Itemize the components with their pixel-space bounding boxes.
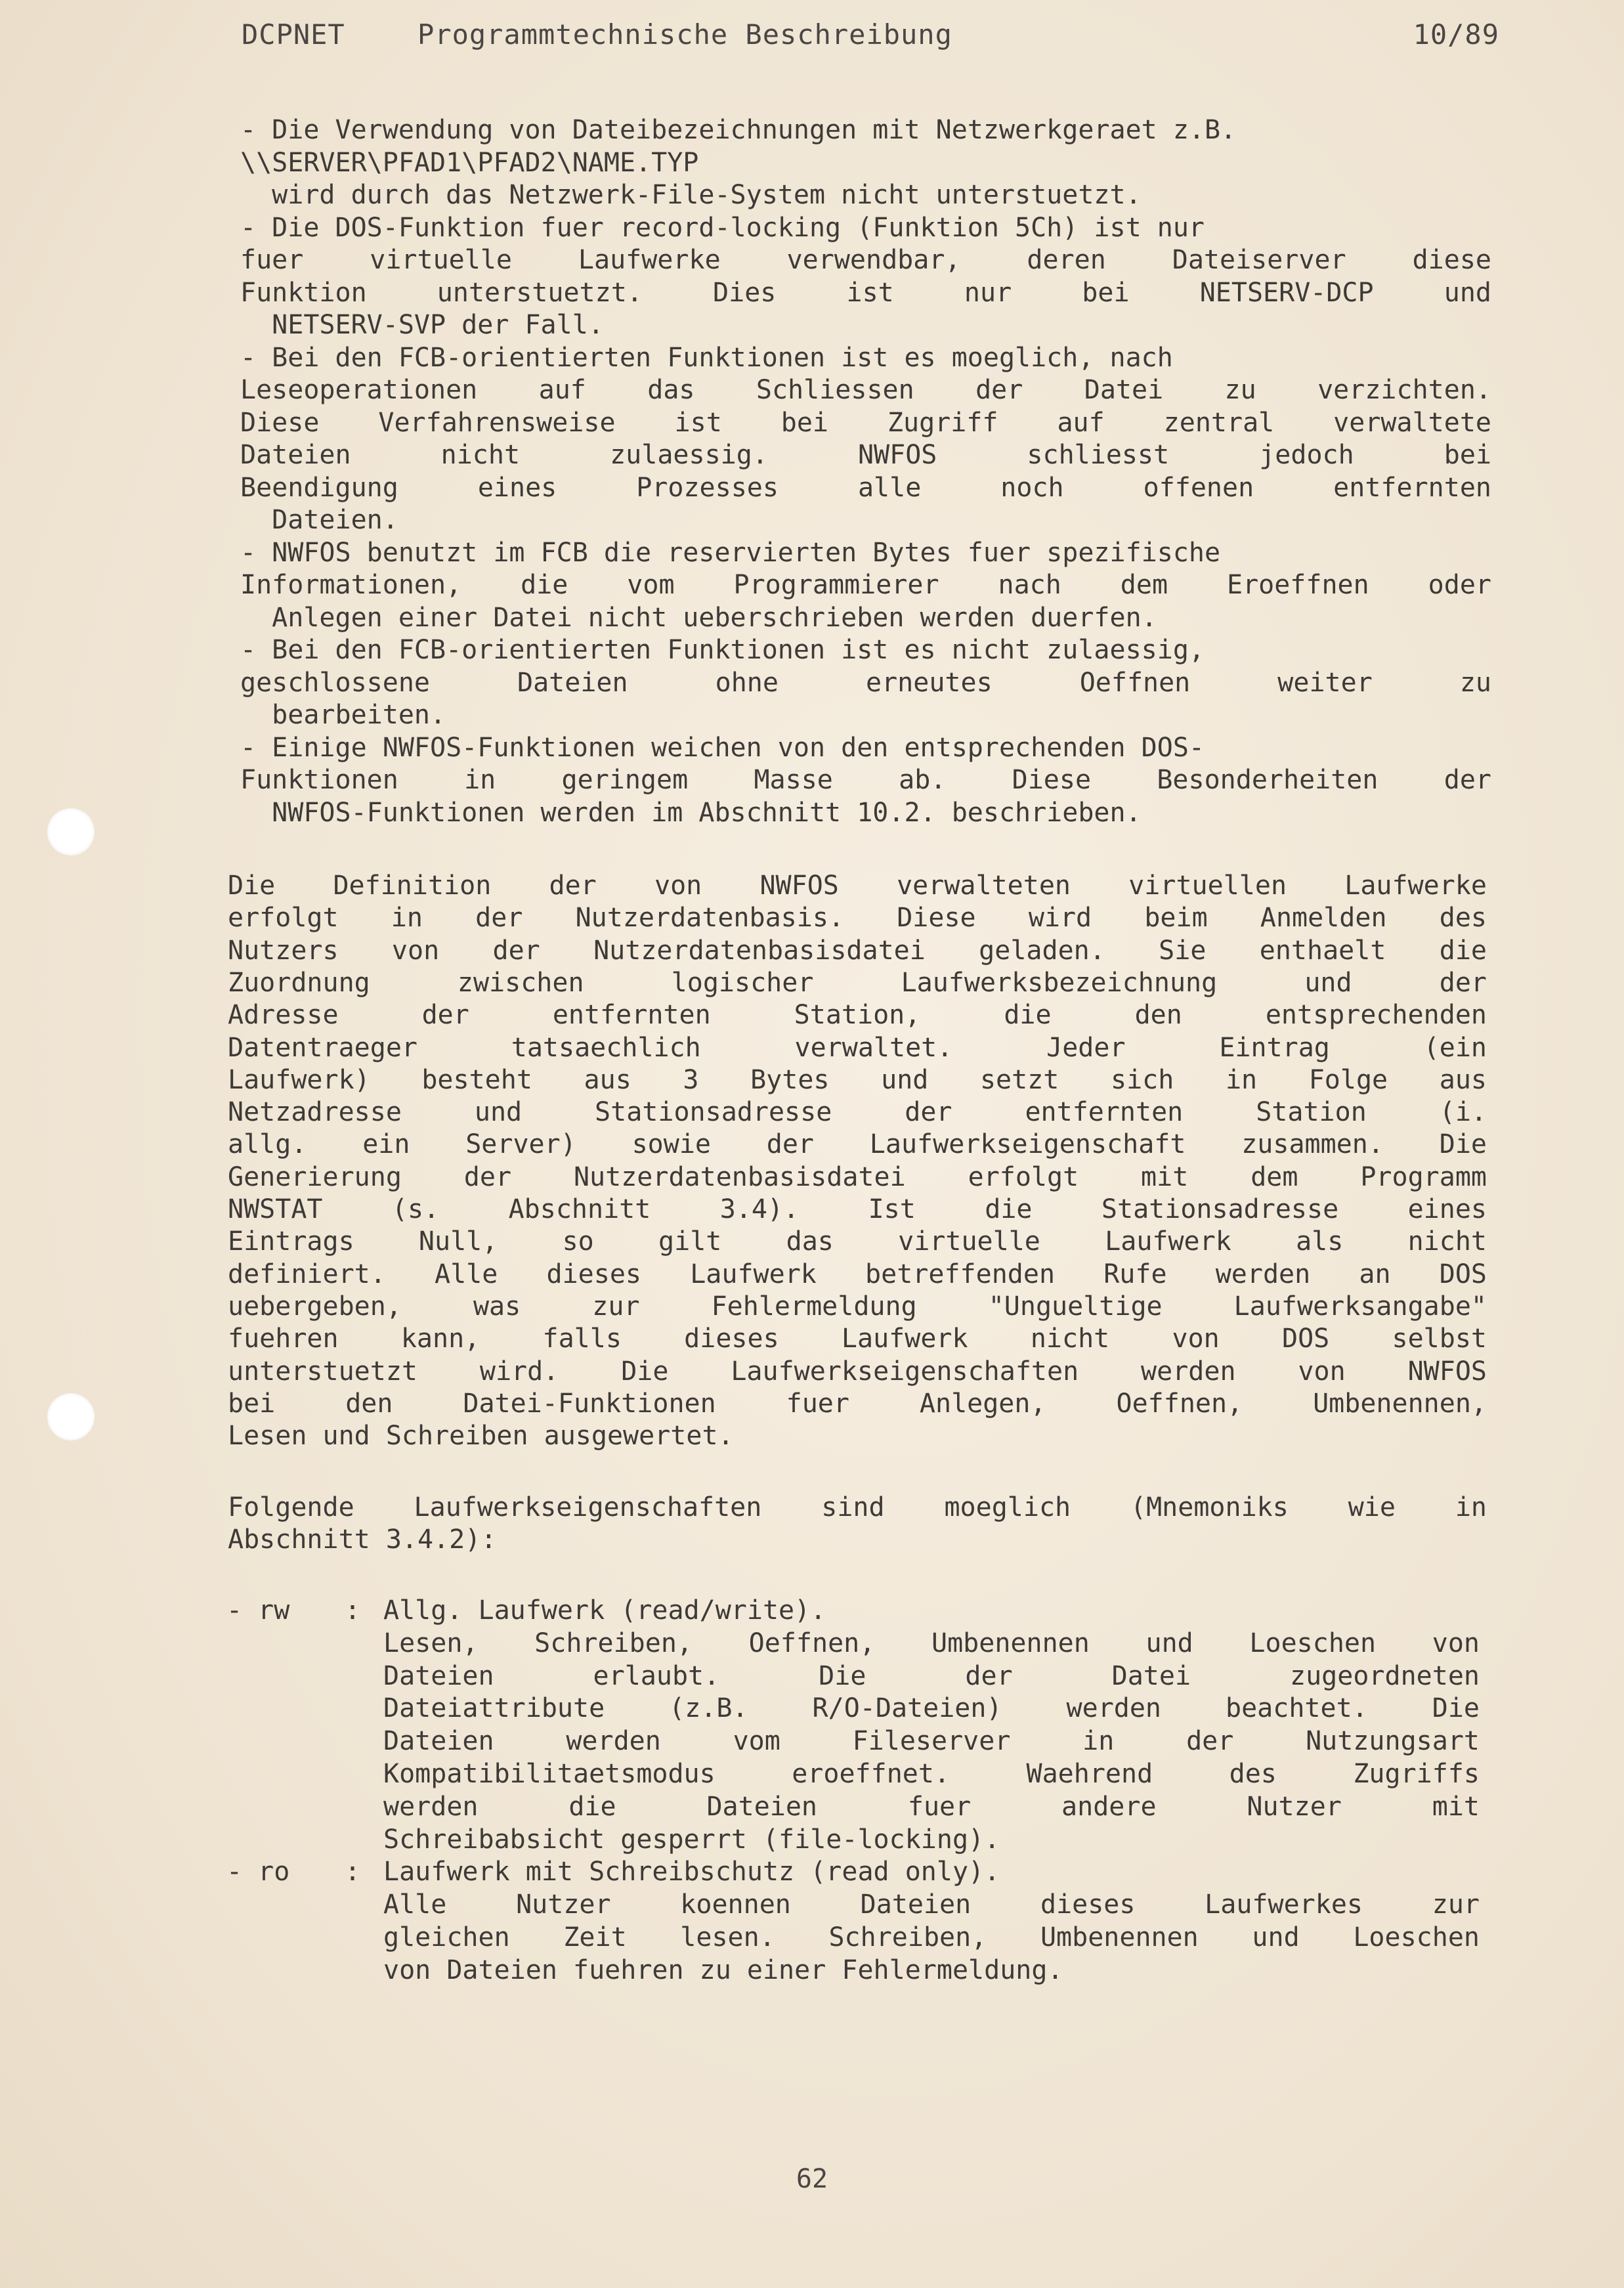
paragraph-line: Adresse der entfernten Station, die den entsprechenden xyxy=(228,1000,1487,1031)
bullet-line: \\SERVER\PFAD1\PFAD2\NAME.TYP xyxy=(240,147,699,178)
paragraph-line: NWSTAT (s. Abschnitt 3.4). Ist die Stationsadresse eines xyxy=(228,1194,1487,1224)
paragraph-line: uebergeben, was zur Fehlermeldung "Ungueltige Laufwerksangabe" xyxy=(228,1291,1487,1322)
definition-line: von Dateien fuehren zu einer Fehlermeldung. xyxy=(383,1954,1063,1985)
paragraph-line: Folgende Laufwerkseigenschaften sind moeglich (Mnemoniks wie in xyxy=(228,1492,1487,1522)
paragraph-line: Datentraeger tatsaechlich verwaltet. Jeder Eintrag (ein xyxy=(228,1032,1487,1063)
paragraph-line: Nutzers von der Nutzerdatenbasisdatei geladen. Sie enthaelt die xyxy=(228,935,1487,966)
paragraph-line: Zuordnung zwischen logischer Laufwerksbezeichnung und der xyxy=(228,967,1487,998)
definition-line: gleichen Zeit lesen. Schreiben, Umbenennen und Loeschen xyxy=(383,1922,1480,1953)
paragraph-line: Netzadresse und Stationsadresse der entfernten Station (i. xyxy=(228,1097,1487,1128)
definition-separator: : xyxy=(345,1857,361,1888)
definition-line: Kompatibilitaetsmodus eroeffnet. Waehrend des Zugriffs xyxy=(383,1759,1480,1789)
paragraph-line: allg. ein Server) sowie der Laufwerkseigenschaft zusammen. Die xyxy=(228,1129,1487,1160)
page-number: 62 xyxy=(796,2164,828,2194)
bullet-line: Dateien. xyxy=(240,505,398,535)
bullet-line: - Die DOS-Funktion fuer record-locking (Funktion 5Ch) ist nur xyxy=(240,212,1205,243)
bullet-line: - Bei den FCB-orientierten Funktionen ist es moeglich, nach xyxy=(240,342,1173,373)
definition-line: Dateien erlaubt. Die der Datei zugeordneten xyxy=(383,1660,1480,1691)
bullet-line: fuer virtuelle Laufwerke verwendbar, deren Dateiserver diese xyxy=(240,245,1491,275)
paragraph-line: Abschnitt 3.4.2): xyxy=(228,1524,497,1555)
bullet-line: - Die Verwendung von Dateibezeichnungen mit Netzwerkgeraet z.B. xyxy=(240,115,1237,145)
paragraph-line: Die Definition der von NWFOS verwalteten virtuellen Laufwerke xyxy=(228,871,1487,901)
definition-line: Allg. Laufwerk (read/write). xyxy=(383,1595,826,1626)
paragraph-line: fuehren kann, falls dieses Laufwerk nicht von DOS selbst xyxy=(228,1324,1487,1354)
definition-separator: : xyxy=(345,1595,361,1626)
page-header xyxy=(242,18,1499,58)
bullet-line: Funktionen in geringem Masse ab. Diese Besonderheiten der xyxy=(240,765,1491,795)
definition-line: Dateiattribute (z.B. R/O-Dateien) werden beachtet. Die xyxy=(383,1693,1480,1724)
header-left: DCPNET xyxy=(242,18,345,51)
paragraph-line: Eintrags Null, so gilt das virtuelle Laufwerk als nicht xyxy=(228,1226,1487,1257)
definition-term: - ro xyxy=(226,1857,290,1888)
bullet-line: NWFOS-Funktionen werden im Abschnitt 10.2. beschrieben. xyxy=(240,797,1142,828)
paragraph-line: Lesen und Schreiben ausgewertet. xyxy=(228,1421,734,1452)
definition-line: Laufwerk mit Schreibschutz (read only). xyxy=(383,1857,1000,1888)
punch-hole-bottom xyxy=(47,1393,95,1440)
bullet-line: bearbeiten. xyxy=(240,700,446,730)
bullet-line: wird durch das Netzwerk-File-System nicht unterstuetzt. xyxy=(240,180,1142,210)
bullet-line: geschlossene Dateien ohne erneutes Oeffnen weiter zu xyxy=(240,667,1491,698)
definition-line: werden die Dateien fuer andere Nutzer mit xyxy=(383,1791,1480,1822)
bullet-line: Dateien nicht zulaessig. NWFOS schliesst jedoch bei xyxy=(240,440,1491,470)
bullet-line: - NWFOS benutzt im FCB die reservierten Bytes fuer spezifische xyxy=(240,537,1221,568)
bullet-line: - Einige NWFOS-Funktionen weichen von den entsprechenden DOS- xyxy=(240,732,1205,763)
bullet-line: NETSERV-SVP der Fall. xyxy=(240,310,604,340)
definition-term: - rw xyxy=(226,1595,290,1626)
header-title: Programmtechnische Beschreibung xyxy=(417,18,952,51)
header-date: 10/89 xyxy=(1413,18,1499,51)
bullet-line: Diese Verfahrensweise ist bei Zugriff auf zentral verwaltete xyxy=(240,407,1491,438)
paragraph-line: Generierung der Nutzerdatenbasisdatei erfolgt mit dem Programm xyxy=(228,1161,1487,1192)
paragraph-line: definiert. Alle dieses Laufwerk betreffenden Rufe werden an DOS xyxy=(228,1259,1487,1289)
bullet-line: Leseoperationen auf das Schliessen der Datei zu verzichten. xyxy=(240,375,1491,405)
definition-line: Alle Nutzer koennen Dateien dieses Laufwerkes zur xyxy=(383,1889,1480,1920)
punch-hole-top xyxy=(47,808,95,855)
bullet-line: Informationen, die vom Programmierer nach dem Eroeffnen oder xyxy=(240,570,1491,600)
bullet-line: Beendigung eines Prozesses alle noch offenen entfernten xyxy=(240,472,1491,503)
paragraph-line: Laufwerk) besteht aus 3 Bytes und setzt sich in Folge aus xyxy=(228,1064,1487,1095)
paragraph-line: bei den Datei-Funktionen fuer Anlegen, Oeffnen, Umbenennen, xyxy=(228,1388,1487,1419)
definition-line: Dateien werden vom Fileserver in der Nutzungsart xyxy=(383,1726,1480,1757)
definition-line: Lesen, Schreiben, Oeffnen, Umbenennen und Loeschen von xyxy=(383,1628,1480,1658)
bullet-line: - Bei den FCB-orientierten Funktionen ist es nicht zulaessig, xyxy=(240,635,1205,665)
definition-line: Schreibabsicht gesperrt (file-locking). xyxy=(383,1824,1000,1855)
paragraph-line: erfolgt in der Nutzerdatenbasis. Diese wird beim Anmelden des xyxy=(228,903,1487,934)
bullet-line: Funktion unterstuetzt. Dies ist nur bei NETSERV-DCP und xyxy=(240,277,1491,308)
paragraph-line: unterstuetzt wird. Die Laufwerkseigenschaften werden von NWFOS xyxy=(228,1356,1487,1387)
bullet-line: Anlegen einer Datei nicht ueberschrieben werden duerfen. xyxy=(240,602,1157,633)
